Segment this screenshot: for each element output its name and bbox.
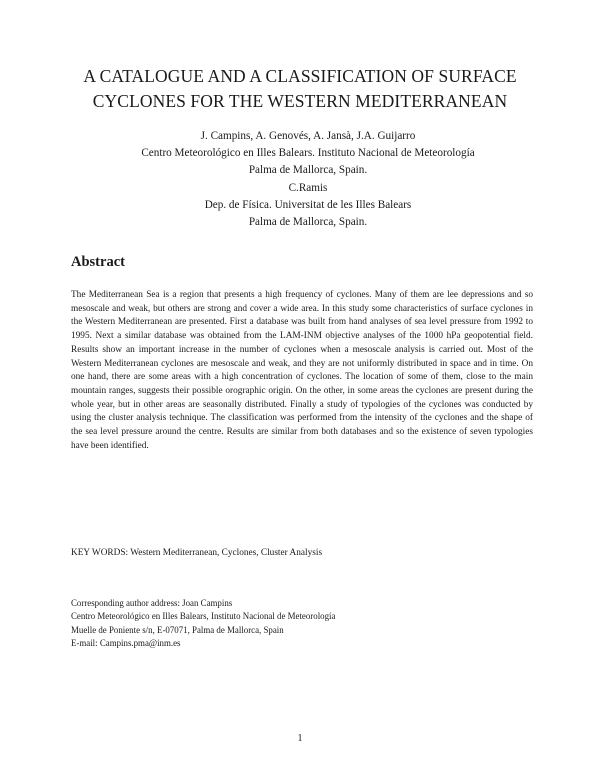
abstract-text: The Mediterranean Sea is a region that presents a high frequency of cyclones. Many of them are lee depressions and so mesoscale and weak, but others are strong and cover a wide area. In this study some characteristics of surface cyclones in the Western Mediterranean are presented. First a database was built from hand analyses of sea level pressure from 1992 to 1995. Next a similar database was obtained from the LAM-INM objective analyses of the 1000 hPa geopotential field. Results show an important increase in the number of cyclones when a mesoscale analysis is carried out. Most of the Western Mediterranean cyclones are mesoscale and weak, and they are not uniformly distributed in space and in time. On one hand, there are some areas with a high concentration of cyclones. The location of some of them, close to the main mountain ranges, suggests their possible orographic origin. On the other, in some areas the cyclones are present during the whole year, but in other areas are seasonally distributed. Finally a study of typologies of the cyclones was conducted by using the cluster analysis technique. The classification was performed from the intensity of the cyclones and the shape of the sea level pressure around the centre. Results are similar from both databases and so the existence of seven typologies have been identified. — [71, 290, 533, 451]
contact-email: E-mail: Campins.pma@inm.es — [71, 637, 181, 648]
keywords: KEY WORDS: Western Mediterranean, Cyclones, Cluster Analysis — [71, 548, 323, 558]
author-block-primary — [40, 128, 576, 179]
author-location: Palma de Mallorca, Spain. — [248, 216, 368, 228]
author-affiliation: Dep. de Física. Universitat de les Illes Balears — [204, 199, 412, 211]
abstract-heading: Abstract — [71, 254, 125, 270]
author-names: J. Campins, A. Genovés, A. Jansà, J.A. Guijarro — [200, 130, 416, 142]
contact-institution: Centro Meteorológico en Illes Balears, Instituto Nacional de Meteorología — [71, 611, 336, 622]
corresponding-author-block — [71, 597, 335, 650]
author-block-secondary — [40, 180, 576, 231]
paper-title — [40, 64, 560, 114]
author-affiliation: Centro Meteorológico en Illes Balears. Instituto Nacional de Meteorología — [141, 147, 475, 159]
corresponding-author: Corresponding author address: Joan Campins — [71, 598, 233, 608]
page-number: 1 — [297, 733, 303, 744]
author-location: Palma de Mallorca, Spain. — [248, 164, 368, 176]
author-names: C.Ramis — [288, 182, 328, 194]
contact-address: Muelle de Poniente s/n, E-07071, Palma de Mallorca, Spain — [71, 624, 284, 635]
paper-title-line-2: CYCLONES FOR THE WESTERN MEDITERRANEAN — [92, 91, 508, 111]
paper-title-line-1: A CATALOGUE AND A CLASSIFICATION OF SURFACE — [83, 66, 517, 86]
